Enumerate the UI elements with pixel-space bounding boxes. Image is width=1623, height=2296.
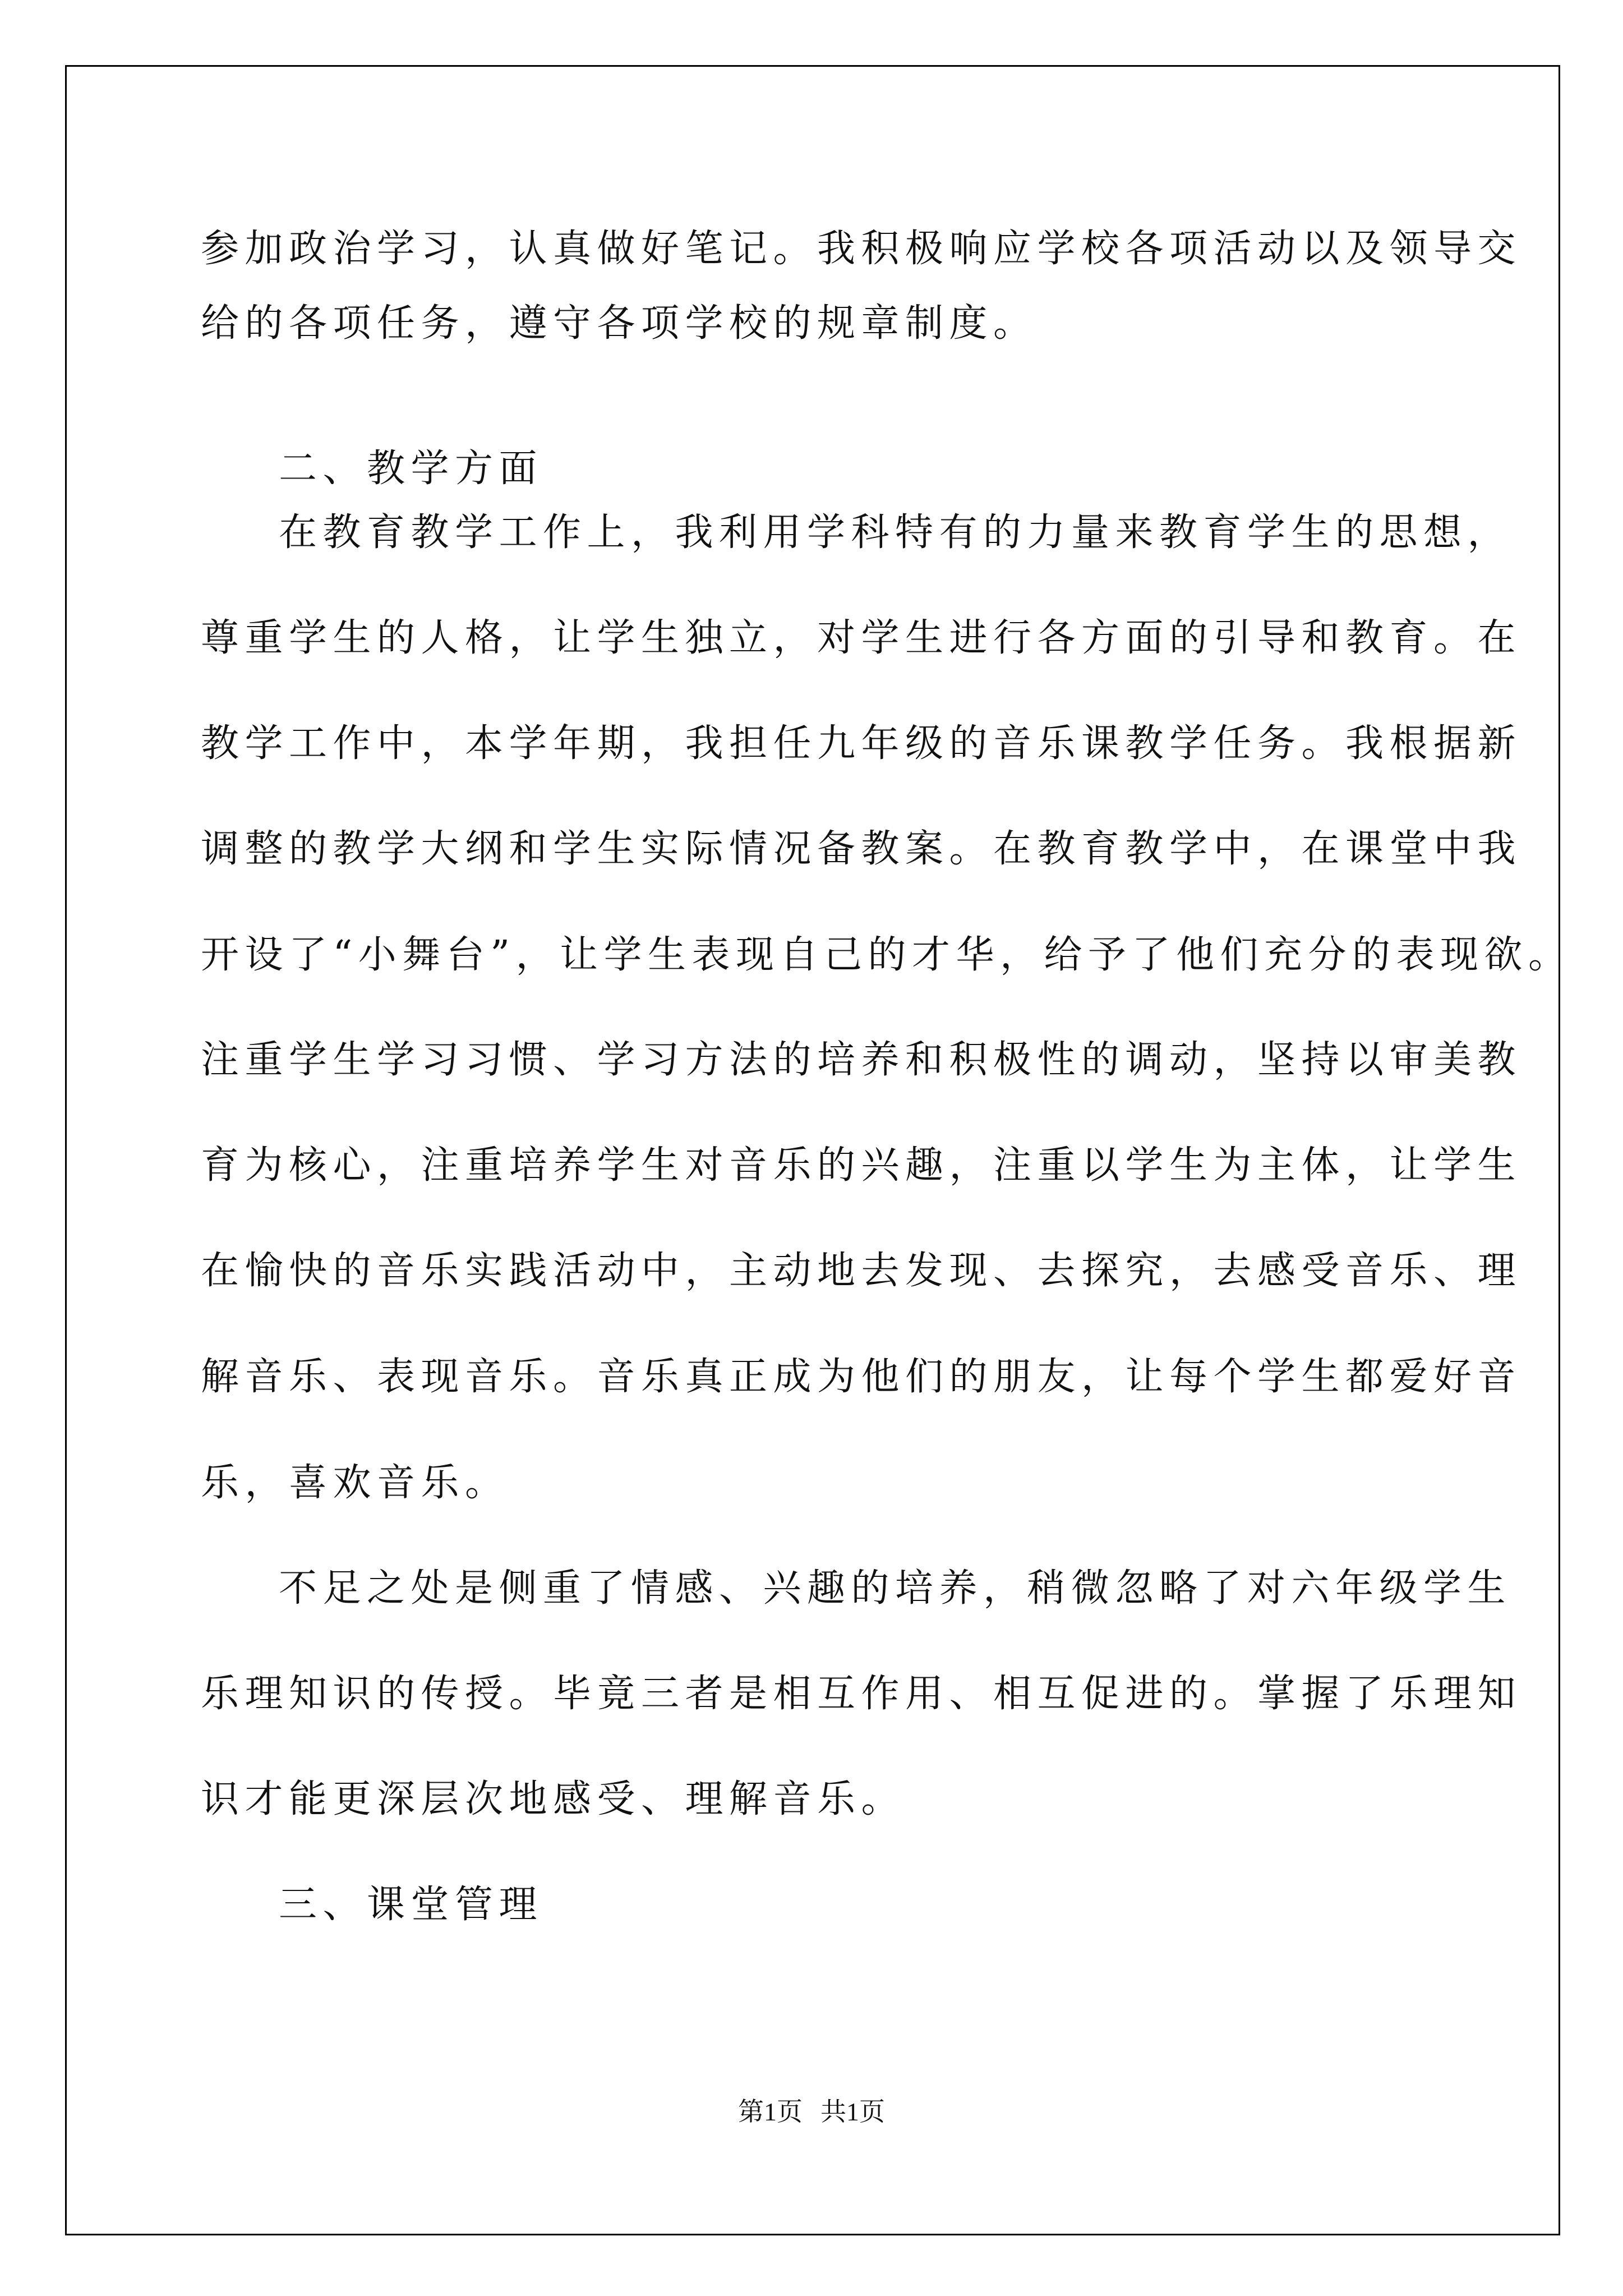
- page-footer: [0, 2099, 1623, 2125]
- body-text-line: 不足之处是侧重了情感、兴趣的培养，稍微忽略了对六年级学生: [279, 1566, 1512, 1611]
- body-text-line: 参加政治学习，认真做好笔记。我积极响应学校各项活动以及领导交: [201, 227, 1522, 271]
- body-text-line: 乐理知识的传授。毕竟三者是相互作用、相互促进的。掌握了乐理知: [201, 1672, 1522, 1716]
- page-number-total: 共1页: [820, 2097, 885, 2126]
- body-text-line: 乐，喜欢音乐。: [201, 1461, 509, 1505]
- body-text-line: 在愉快的音乐实践活动中，主动地去发现、去探究，去感受音乐、理: [201, 1249, 1522, 1293]
- body-text-line: 解音乐、表现音乐。音乐真正成为他们的朋友，让每个学生都爱好音: [201, 1355, 1522, 1399]
- body-text-line: 在教育教学工作上，我利用学科特有的力量来教育学生的思想，: [279, 510, 1512, 555]
- body-text-line: 教学工作中，本学年期，我担任九年级的音乐课教学任务。我根据新: [201, 721, 1522, 766]
- section-heading-teaching: 二、教学方面: [279, 447, 543, 491]
- body-text-line: 育为核心，注重培养学生对音乐的兴趣，注重以学生为主体，让学生: [201, 1143, 1522, 1188]
- page-number-current: 第1页: [738, 2097, 803, 2126]
- body-text-line: 调整的教学大纲和学生实际情况备教案。在教育教学中，在课堂中我: [201, 827, 1522, 871]
- body-text-line: 注重学生学习习惯、学习方法的培养和积极性的调动，坚持以审美教: [201, 1038, 1522, 1082]
- body-text-line: 给的各项任务，遵守各项学校的规章制度。: [201, 301, 1038, 346]
- body-text-line: 识才能更深层次地感受、理解音乐。: [201, 1777, 906, 1821]
- section-heading-classroom: 三、课堂管理: [279, 1883, 543, 1927]
- body-text-line: 开设了“小舞台”，让学生表现自己的才华，给予了他们充分的表现欲。: [201, 933, 1573, 977]
- body-text-line: 尊重学生的人格，让学生独立，对学生进行各方面的引导和教育。在: [201, 616, 1522, 660]
